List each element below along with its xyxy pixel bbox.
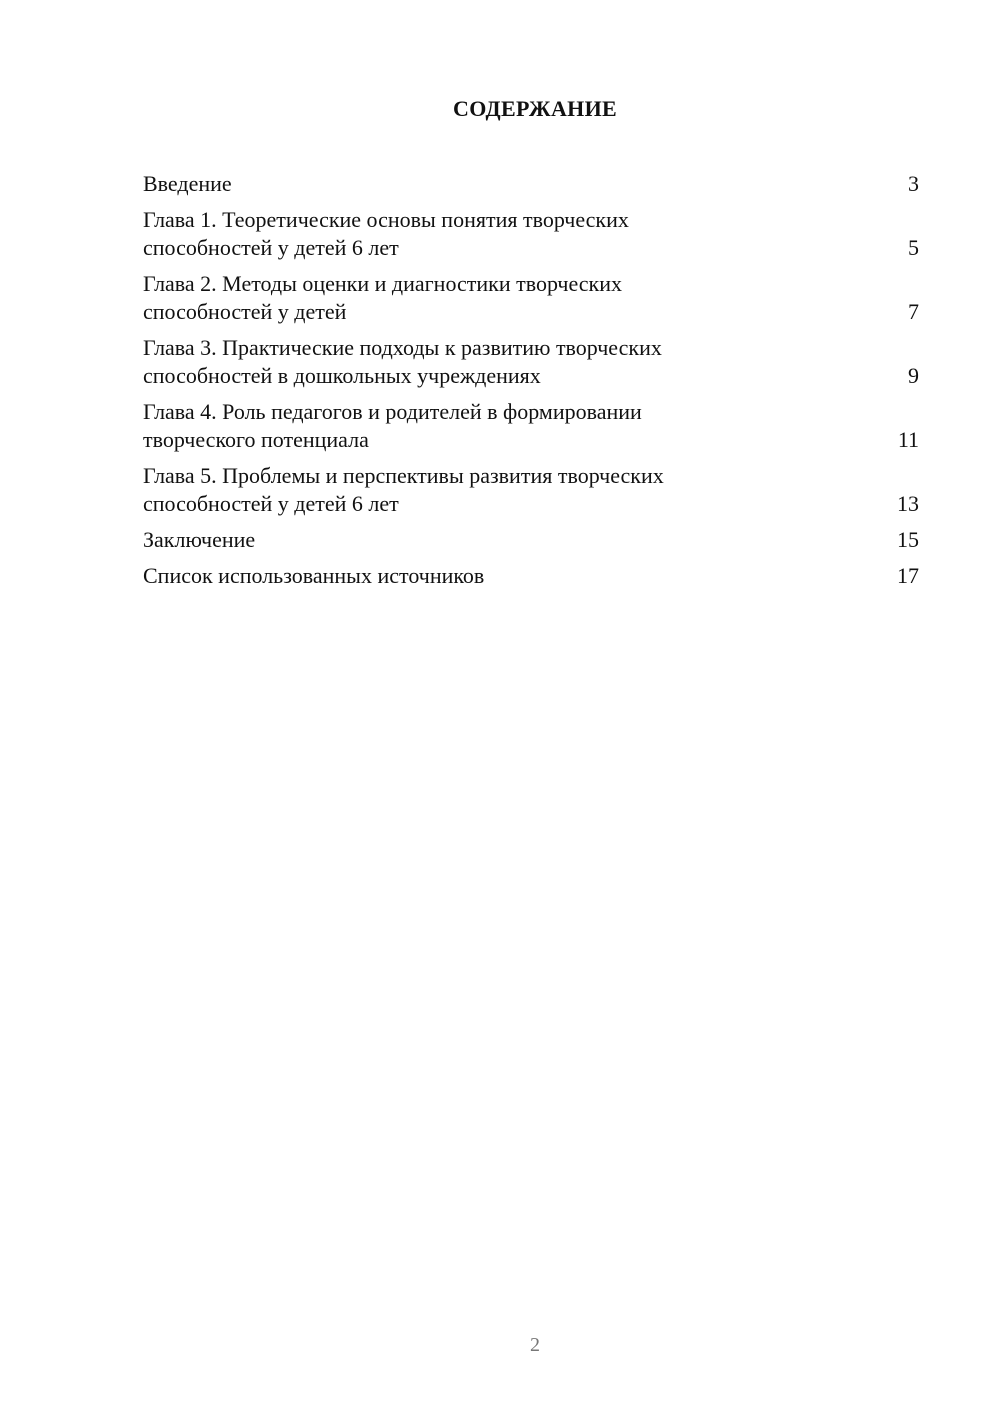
toc-entry-line: творческого потенциала [143,427,369,452]
toc-entry-line: способностей у детей 6 лет [143,491,399,516]
toc-entry-line: Введение [143,171,232,196]
toc-entry-line: Список использованных источников [143,563,485,588]
toc-entry-line: Заключение [143,527,256,552]
toc-entry-page-number: 15 [897,527,919,552]
toc-entry-introduction [143,170,919,198]
page-footer-number: 2 [530,1334,540,1356]
toc-entry-page-number: 3 [908,171,919,196]
toc-entry-label [143,462,783,518]
toc-entry-chapter-2 [143,270,919,326]
toc-entry-page-number: 17 [897,563,919,588]
toc-entry-label [143,334,783,390]
toc-entry-chapter-5 [143,462,919,518]
toc-entry-references [143,562,919,590]
toc-entry-conclusion [143,526,919,554]
toc-entry-label [143,270,783,326]
toc-entry-chapter-3 [143,334,919,390]
toc-entry-chapter-4 [143,398,919,454]
toc-entry-page-number: 9 [908,363,919,388]
toc-entry-label [143,398,783,454]
toc-entry-page-number: 5 [908,235,919,260]
toc-entry-chapter-1 [143,206,919,262]
toc-entry-line: Глава 5. Проблемы и перспективы развития творческих [143,463,664,488]
toc-entry-line: способностей у детей 6 лет [143,235,399,260]
toc-entry-label [143,562,783,590]
toc-heading: СОДЕРЖАНИЕ [453,96,617,121]
toc-entry-label [143,526,783,554]
toc-entry-line: способностей у детей [143,299,347,324]
toc-entry-line: Глава 3. Практические подходы к развитию творческих [143,335,662,360]
toc-entry-line: способностей в дошкольных учреждениях [143,363,541,388]
toc-entry-label [143,170,783,198]
toc-entry-page-number: 13 [897,491,919,516]
table-of-contents [143,170,919,598]
toc-entry-label [143,206,783,262]
toc-entry-page-number: 7 [908,299,919,324]
toc-entry-line: Глава 2. Методы оценки и диагностики творческих [143,271,623,296]
toc-entry-line: Глава 4. Роль педагогов и родителей в формировании [143,399,642,424]
toc-entry-line: Глава 1. Теоретические основы понятия творческих [143,207,629,232]
toc-entry-page-number: 11 [897,427,919,452]
